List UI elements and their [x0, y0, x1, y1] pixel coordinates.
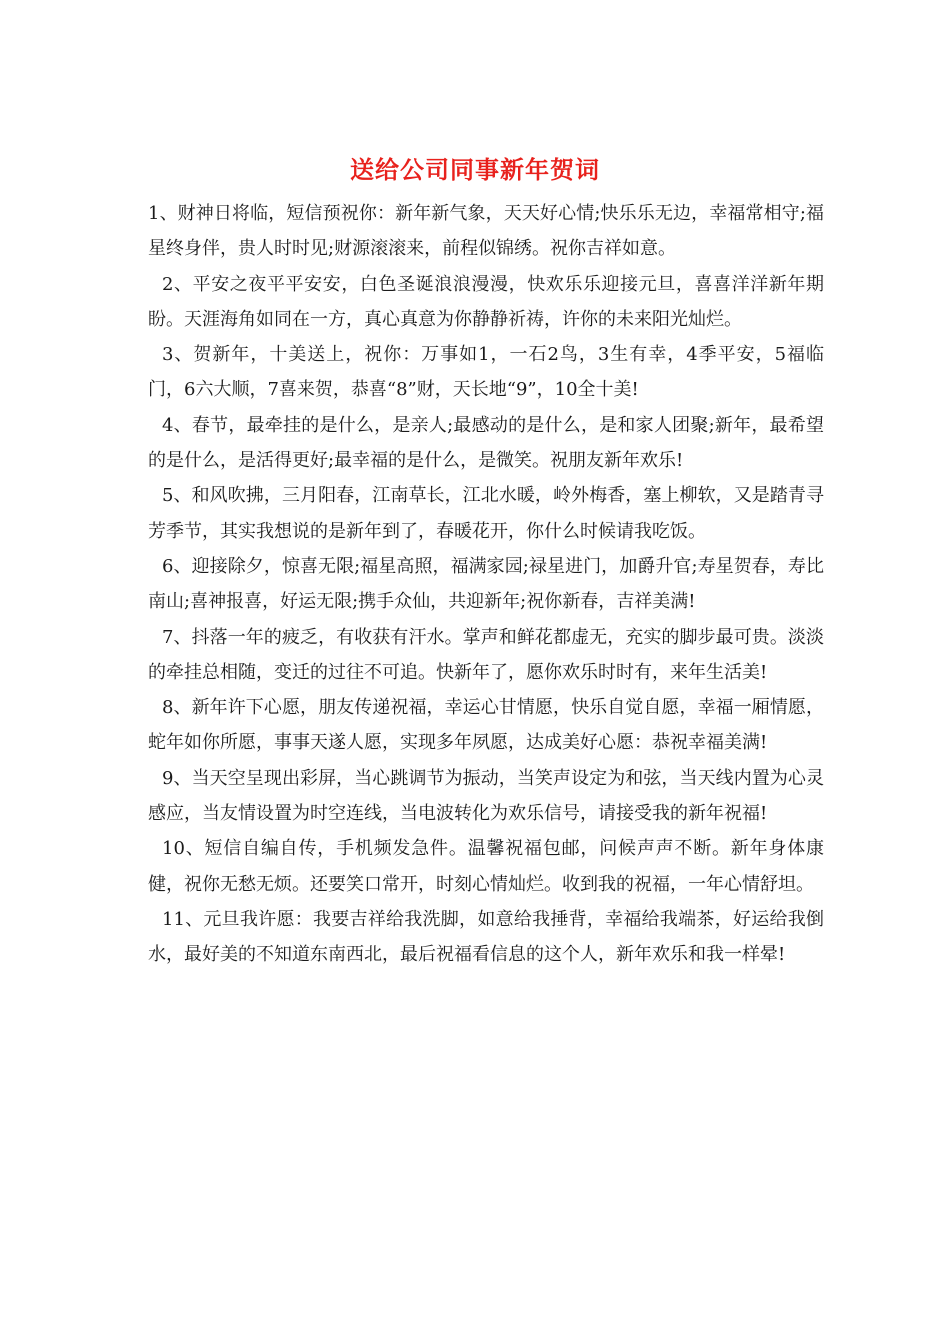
- paragraph-10: 10、短信自编自传，手机频发急件。温馨祝福包邮，问候声声不断。新年身体康健，祝你无愁无烦。还要笑口常开，时刻心情灿烂。收到我的祝福，一年心情舒坦。: [148, 838, 824, 895]
- paragraph-6: 6、迎接除夕，惊喜无限;福星高照，福满家园;禄星进门，加爵升官;寿星贺春，寿比南山;喜神报喜，好运无限;携手众仙，共迎新年;祝你新春，吉祥美满!: [148, 555, 824, 613]
- document-body: [148, 196, 824, 973]
- paragraph-3: 3、贺新年，十美送上，祝你：万事如1，一石2鸟，3生有幸，4季平安，5福临门，6六大顺，7喜来贺，恭喜“8”财，天长地“9”，10全十美!: [148, 344, 824, 401]
- paragraph-7: 7、抖落一年的疲乏，有收获有汗水。掌声和鲜花都虚无，充实的脚步最可贵。淡淡的牵挂总相随，变迁的过往不可追。快新年了，愿你欢乐时时有，来年生活美!: [148, 626, 824, 683]
- paragraph-11: 11、元旦我许愿：我要吉祥给我洗脚，如意给我捶背，幸福给我端茶，好运给我倒水，最好美的不知道东南西北，最后祝福看信息的这个人，新年欢乐和我一样晕!: [148, 908, 824, 966]
- paragraph-1: 1、财神日将临，短信预祝你：新年新气象，天天好心情;快乐乐无边，幸福常相守;福星终身伴，贵人时时见;财源滚滚来，前程似锦绣。祝你吉祥如意。: [148, 203, 824, 260]
- paragraph-5: 5、和风吹拂，三月阳春，江南草长，江北水暖，岭外梅香，塞上柳软，又是踏青寻芳季节，其实我想说的是新年到了，春暖花开，你什么时候请我吃饭。: [148, 485, 824, 542]
- paragraph-4: 4、春节，最牵挂的是什么，是亲人;最感动的是什么，是和家人团聚;新年，最希望的是什么，是活得更好;最幸福的是什么，是微笑。祝朋友新年欢乐!: [148, 414, 824, 472]
- paragraph-2: 2、平安之夜平平安安，白色圣诞浪浪漫漫，快欢乐乐迎接元旦，喜喜洋洋新年期盼。天涯海角如同在一方，真心真意为你静静祈祷，许你的未来阳光灿烂。: [148, 273, 824, 330]
- paragraph-8: 8、新年许下心愿，朋友传递祝福，幸运心甘情愿，快乐自觉自愿，幸福一厢情愿，蛇年如你所愿，事事天遂人愿，实现多年夙愿，达成美好心愿：恭祝幸福美满!: [148, 697, 824, 754]
- paragraph-9: 9、当天空呈现出彩屏，当心跳调节为振动，当笑声设定为和弦，当天线内置为心灵感应，当友情设置为时空连线，当电波转化为欢乐信号，请接受我的新年祝福!: [148, 767, 824, 825]
- document-title: 送给公司同事新年贺词: [350, 155, 600, 184]
